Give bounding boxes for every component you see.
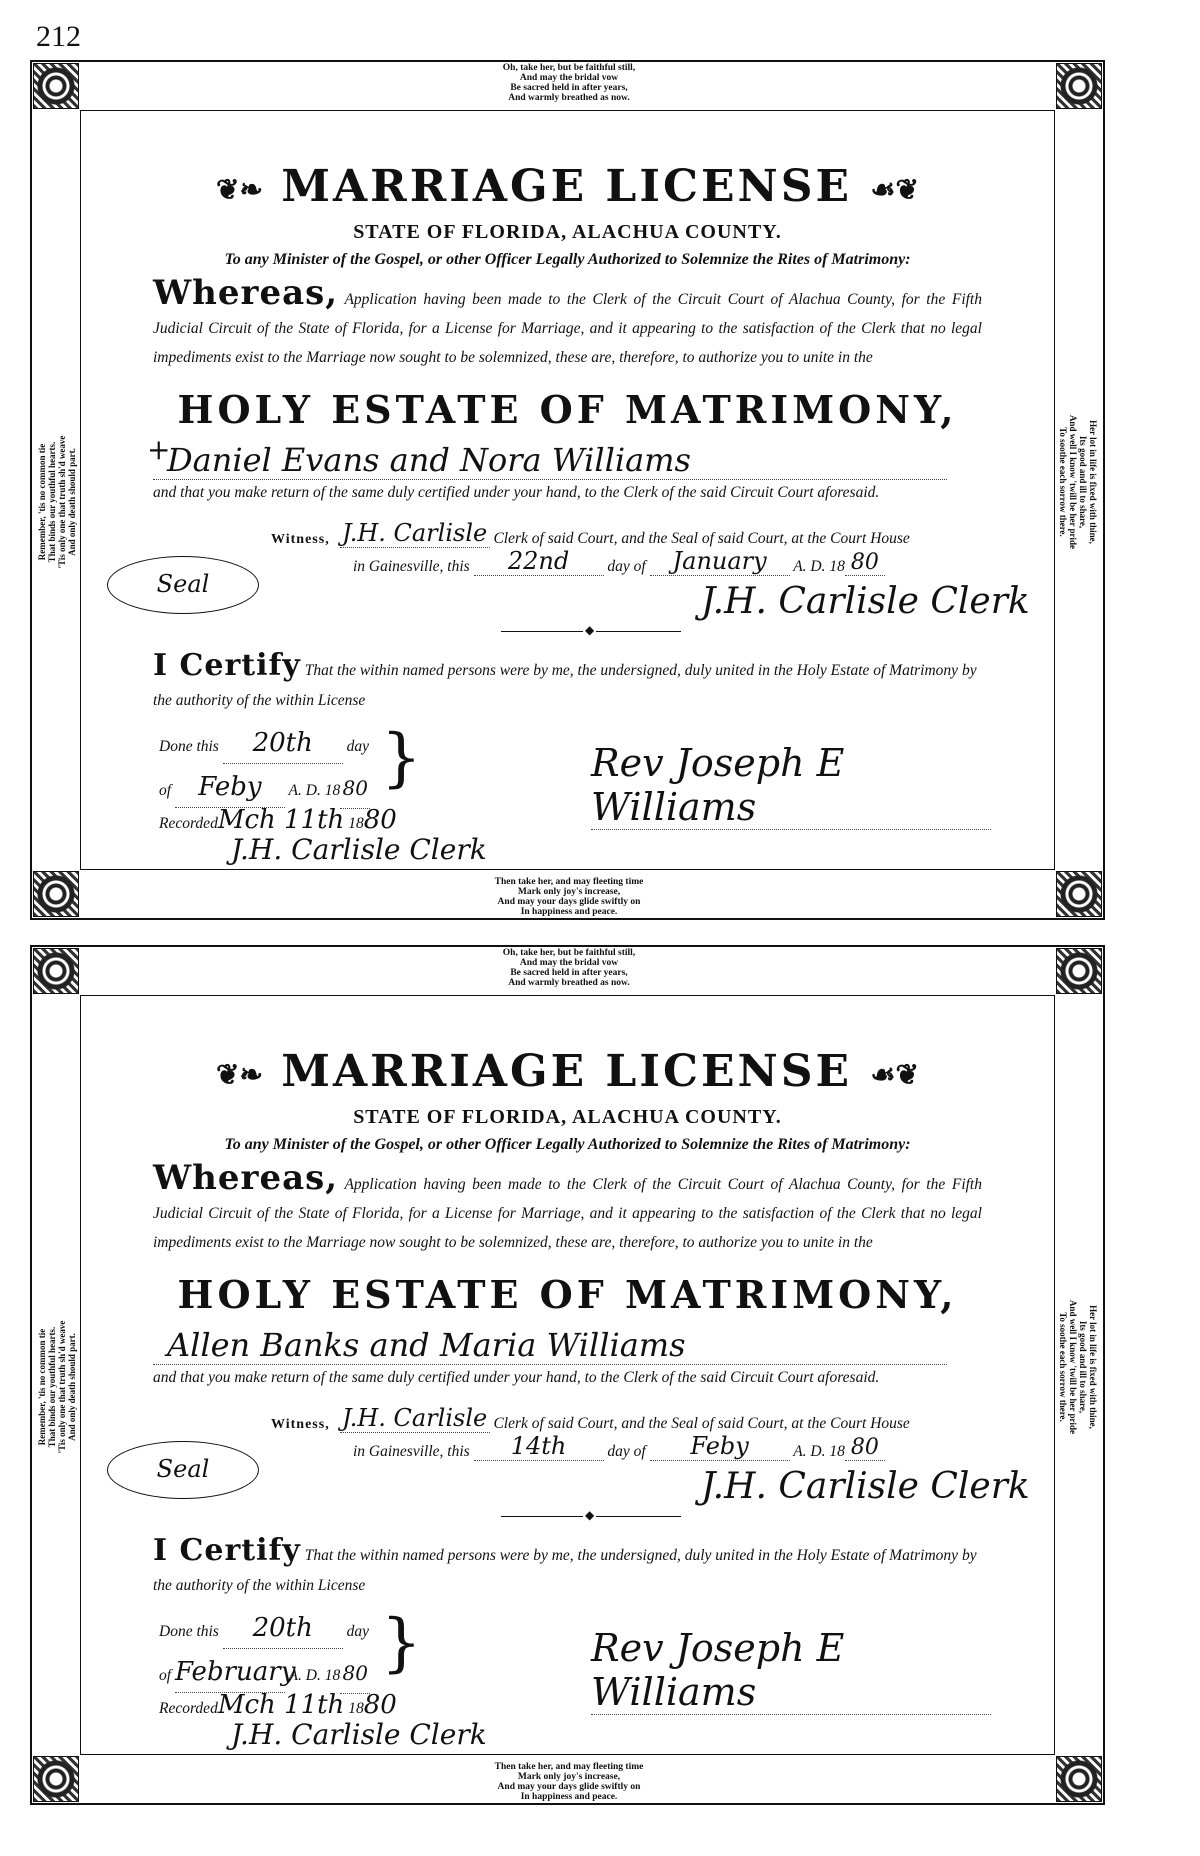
corner-ornament-icon bbox=[33, 871, 79, 917]
certify-paragraph bbox=[153, 1533, 982, 1601]
brace-icon: } bbox=[381, 1606, 422, 1680]
whereas-paragraph bbox=[153, 1158, 982, 1257]
inner-frame bbox=[80, 995, 1055, 1755]
recorded-line bbox=[159, 1690, 397, 1720]
done-text: Done this bbox=[159, 738, 219, 755]
day-of-text: day of bbox=[607, 1443, 646, 1460]
of-word: of bbox=[159, 782, 172, 799]
done-block bbox=[159, 723, 479, 811]
marriage-license bbox=[30, 60, 1105, 920]
day-value: 22nd bbox=[474, 547, 604, 576]
holy-estate-heading: HOLY ESTATE OF MATRIMONY, bbox=[177, 1272, 958, 1317]
gainesville-text: in Gainesville, this bbox=[353, 1443, 470, 1460]
minister-signature: Rev Joseph E Williams bbox=[591, 741, 991, 830]
recorded-value: Mch 11th bbox=[217, 805, 345, 835]
date-line bbox=[353, 1432, 982, 1461]
year-value: 80 bbox=[845, 1435, 885, 1461]
done-ad: A. D. 18 bbox=[288, 782, 341, 799]
whereas-text: Application having been made to the Clerk of the Circuit Court of Alachua County, for the Fifth Judicial Circuit of the State of Florida, for a License for Marriage, and it appearing to the satisfaction of the Clerk that no legal impediments exist to the Marriage now sought to be solemnized, these are, therefore, to authorize you to unite in the bbox=[153, 1176, 982, 1251]
done-day: 20th bbox=[223, 1608, 343, 1649]
return-clause: and that you make return of the same duly certified under your hand, to the Clerk of the said Circuit Court aforesaid. bbox=[153, 1369, 880, 1386]
verse-bottom: Then take her, and may fleeting time Mark only joy's increase, And may your days glide swiftly on In happiness and peace. bbox=[494, 877, 644, 917]
couple-names bbox=[147, 433, 947, 480]
recorded-year: 80 bbox=[363, 1690, 397, 1720]
corner-ornament-icon bbox=[1056, 948, 1102, 994]
corner-ornament-icon bbox=[1056, 63, 1102, 109]
recorded-signature: J.H. Carlisle Clerk bbox=[231, 833, 487, 866]
return-clause: and that you make return of the same duly certified under your hand, to the Clerk of the said Circuit Court aforesaid. bbox=[153, 484, 880, 501]
done-year: 80 bbox=[340, 768, 370, 809]
verse-top: Oh, take her, but be faithful still, And may the bridal vow Be sacred held in after years, And warmly breathed as now. bbox=[502, 63, 636, 103]
certify-paragraph bbox=[153, 648, 982, 716]
date-line bbox=[353, 547, 982, 576]
certify-word: I Certify bbox=[153, 648, 301, 683]
witness-line bbox=[271, 1404, 982, 1433]
state-county: STATE OF FLORIDA, ALACHUA COUNTY. bbox=[353, 1106, 782, 1128]
verse-left: Remember, 'tis no common tie That binds our youthful hearts. 'Tis only one that truth sh'd weave And only death should part. bbox=[37, 1320, 77, 1454]
witness-text: Clerk of said Court, and the Seal of said Court, at the Court House bbox=[493, 530, 910, 547]
corner-ornament-icon bbox=[33, 948, 79, 994]
holy-estate-heading: HOLY ESTATE OF MATRIMONY, bbox=[177, 387, 958, 432]
recorded-line bbox=[159, 805, 397, 835]
verse-right: Her lot in life is fixed with thine, Its good and ill to share, And well I know 'twill be her pride To soothe each sorrow there. bbox=[1058, 1299, 1098, 1435]
year-value: 80 bbox=[845, 550, 885, 576]
witness-signature: J.H. Carlisle bbox=[340, 519, 490, 548]
verse-top: Oh, take her, but be faithful still, And may the bridal vow Be sacred held in after years, And warmly breathed as now. bbox=[502, 948, 636, 988]
address-line: To any Minister of the Gospel, or other Officer Legally Authorized to Solemnize the Rites of Matrimony: bbox=[224, 1136, 911, 1153]
day-value: 14th bbox=[474, 1432, 604, 1461]
done-ad: A. D. 18 bbox=[288, 1667, 341, 1684]
done-text: Done this bbox=[159, 1623, 219, 1640]
day-word: day bbox=[346, 1623, 369, 1640]
verse-bottom: Then take her, and may fleeting time Mark only joy's increase, And may your days glide swiftly on In happiness and peace. bbox=[494, 1762, 644, 1802]
clerk-signature: J.H. Carlisle Clerk bbox=[701, 581, 1030, 622]
ad-text: A. D. 18 bbox=[793, 558, 845, 575]
of-word: of bbox=[159, 1667, 172, 1684]
flourish-left-icon: ❦❧ bbox=[216, 173, 263, 206]
names-handwritten: Allen Banks and Maria Williams bbox=[167, 1326, 686, 1364]
recorded-year: 80 bbox=[363, 805, 397, 835]
witness-label: Witness, bbox=[271, 532, 330, 547]
witness-text: Clerk of said Court, and the Seal of said Court, at the Court House bbox=[493, 1415, 910, 1432]
done-month: February bbox=[175, 1652, 285, 1693]
witness-line bbox=[271, 519, 982, 548]
whereas-word: Whereas, bbox=[153, 273, 339, 313]
inner-frame bbox=[80, 110, 1055, 870]
brace-icon: } bbox=[381, 721, 422, 795]
recorded-label: Recorded bbox=[159, 1700, 218, 1717]
seal: Seal bbox=[107, 556, 259, 614]
flourish-right-icon: ☙❦ bbox=[870, 1058, 919, 1091]
flourish-left-icon: ❦❧ bbox=[216, 1058, 263, 1091]
recorded-year-prefix: 18 bbox=[348, 1700, 364, 1717]
names-handwritten: Daniel Evans and Nora Williams bbox=[167, 441, 691, 479]
witness-signature: J.H. Carlisle bbox=[340, 1404, 490, 1433]
couple-names bbox=[153, 1326, 947, 1365]
done-day: 20th bbox=[223, 723, 343, 764]
flourish-right-icon: ☙❦ bbox=[870, 173, 919, 206]
address-line: To any Minister of the Gospel, or other Officer Legally Authorized to Solemnize the Rites of Matrimony: bbox=[224, 251, 911, 268]
ad-text: A. D. 18 bbox=[793, 1443, 845, 1460]
done-year: 80 bbox=[340, 1653, 370, 1694]
divider bbox=[501, 1516, 681, 1517]
marriage-license bbox=[30, 945, 1105, 1805]
corner-ornament-icon bbox=[1056, 1756, 1102, 1802]
license-title: ❦❧ MARRIAGE LICENSE ☙❦ bbox=[216, 1046, 919, 1097]
done-month: Feby bbox=[175, 767, 285, 808]
corner-ornament-icon bbox=[33, 63, 79, 109]
day-word: day bbox=[346, 738, 369, 755]
divider bbox=[501, 631, 681, 632]
day-of-text: day of bbox=[607, 558, 646, 575]
whereas-word: Whereas, bbox=[153, 1158, 339, 1198]
certify-word: I Certify bbox=[153, 1533, 301, 1568]
verse-right: Her lot in life is fixed with thine, Its good and ill to share, And well I know 'twill be her pride To soothe each sorrow there. bbox=[1058, 414, 1098, 550]
mark-sign: + bbox=[147, 433, 171, 466]
verse-left: Remember, 'tis no common tie That binds our youthful hearts. 'Tis only one that truth sh'd weave And only death should part. bbox=[37, 435, 77, 569]
month-value: Feby bbox=[650, 1432, 790, 1461]
recorded-year-prefix: 18 bbox=[348, 815, 364, 832]
clerk-signature: J.H. Carlisle Clerk bbox=[701, 1466, 1030, 1507]
corner-ornament-icon bbox=[1056, 871, 1102, 917]
license-title: ❦❧ MARRIAGE LICENSE ☙❦ bbox=[216, 161, 919, 212]
recorded-label: Recorded bbox=[159, 815, 218, 832]
whereas-text: Application having been made to the Clerk of the Circuit Court of Alachua County, for the Fifth Judicial Circuit of the State of Florida, for a License for Marriage, and it appearing to the satisfaction of the Clerk that no legal impediments exist to the Marriage now sought to be solemnized, these are, therefore, to authorize you to unite in the bbox=[153, 291, 982, 366]
recorded-value: Mch 11th bbox=[217, 1690, 345, 1720]
gainesville-text: in Gainesville, this bbox=[353, 558, 470, 575]
page-number: 212 bbox=[36, 20, 81, 53]
certify-text: That the within named persons were by me, the undersigned, duly united in the Holy Estate of Matrimony by the authority of the within License bbox=[153, 662, 977, 709]
seal: Seal bbox=[107, 1441, 259, 1499]
month-value: January bbox=[650, 547, 790, 576]
done-block bbox=[159, 1608, 479, 1696]
state-county: STATE OF FLORIDA, ALACHUA COUNTY. bbox=[353, 221, 782, 243]
certify-text: That the within named persons were by me, the undersigned, duly united in the Holy Estate of Matrimony by the authority of the within License bbox=[153, 1547, 977, 1594]
recorded-signature: J.H. Carlisle Clerk bbox=[231, 1718, 487, 1751]
minister-signature: Rev Joseph E Williams bbox=[591, 1626, 991, 1715]
whereas-paragraph bbox=[153, 273, 982, 372]
corner-ornament-icon bbox=[33, 1756, 79, 1802]
witness-label: Witness, bbox=[271, 1417, 330, 1432]
